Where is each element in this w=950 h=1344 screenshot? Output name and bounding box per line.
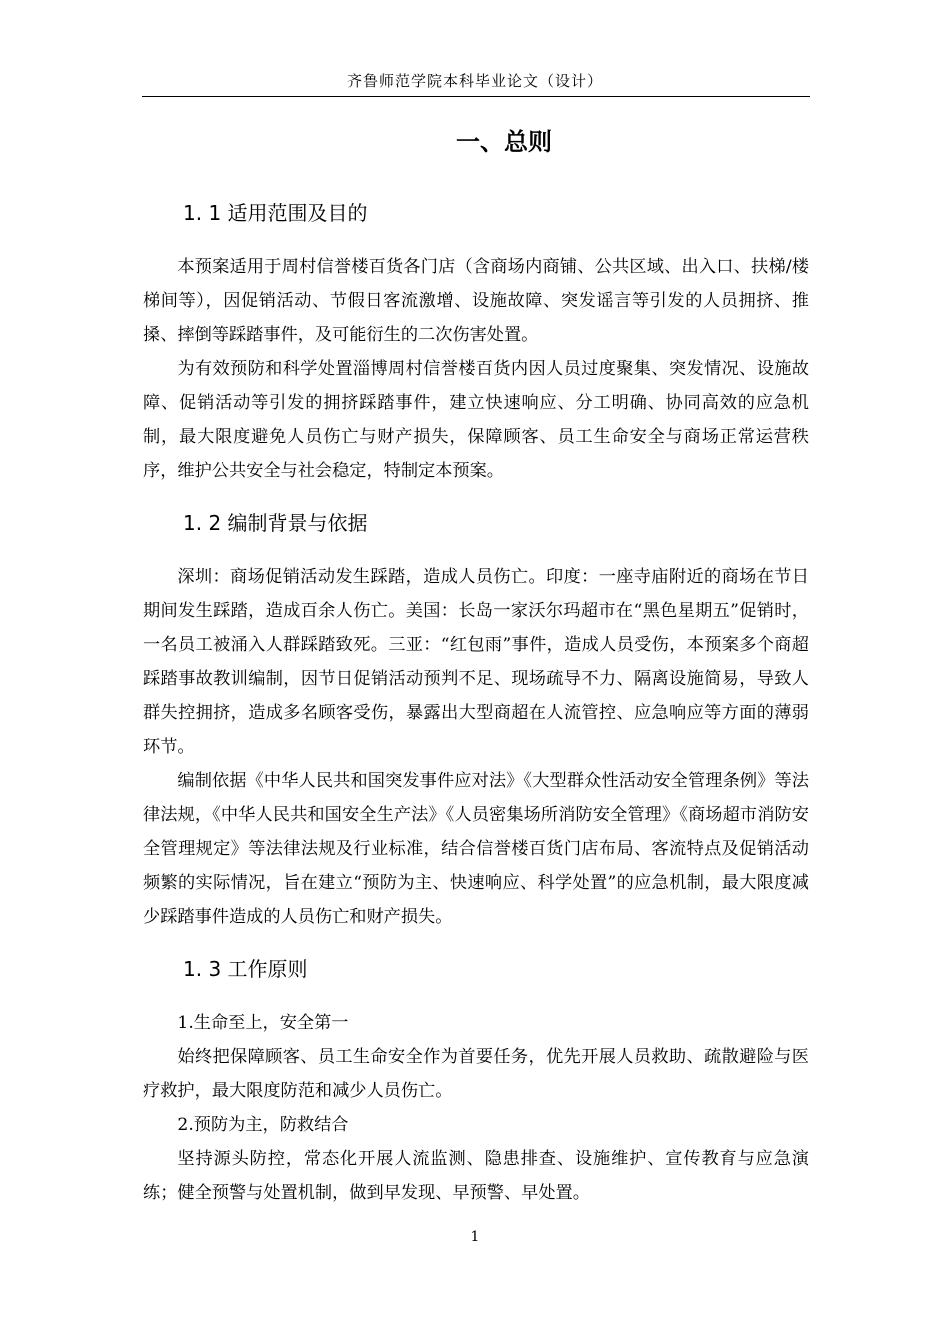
section-principles bbox=[143, 954, 809, 1210]
paragraph: 为有效预防和科学处置淄博周村信誉楼百货内因人员过度聚集、突发情况、设施故障、促销活动等引发的拥挤踩踏事件，建立快速响应、分工明确、协同高效的应急机制，最大限度避免人员伤亡与财产损失，保障顾客、员工生命安全与商场正常运营秩序，维护公共安全与社会稳定，特制定本预案。 bbox=[143, 359, 809, 481]
section-scope bbox=[143, 198, 809, 488]
running-header: 齐鲁师范学院本科毕业论文（设计） bbox=[346, 72, 603, 90]
paragraph: 本预案适用于周村信誉楼百货各门店（含商场内商铺、公共区域、出入口、扶梯/楼梯间等），因促销活动、节假日客流激增、设施故障、突发谣言等引发的人员拥挤、推搡、摔倒等踩踏事件，及可能衍生的二次伤害处置。 bbox=[143, 257, 809, 345]
page-number: 1 bbox=[470, 1229, 480, 1245]
principle-heading: 1.生命至上，安全第一 bbox=[177, 1013, 349, 1033]
paragraph: 深圳：商场促销活动发生踩踏，造成人员伤亡。印度：一座寺庙附近的商场在节日期间发生踩踏，造成百余人伤亡。美国：长岛一家沃尔玛超市在“黑色星期五”促销时，一名员工被涌入人群踩踏致死。三亚：“红包雨”事件，造成人员受伤，本预案多个商超踩踏事故教训编制，因节日促销活动预判不足、现场疏导不力、隔离设施简易，导致人群失控拥挤，造成多名顾客受伤，暴露出大型商超在人流管控、应急响应等方面的薄弱环节。 bbox=[143, 567, 809, 757]
paragraph: 编制依据《中华人民共和国突发事件应对法》《大型群众性活动安全管理条例》等法律法规，《中华人民共和国安全生产法》《人员密集场所消防安全管理》《商场超市消防安全管理规定》等法律法规及行业标准，结合信誉楼百货门店布局、客流特点及促销活动频繁的实际情况，旨在建立“预防为主、快速响应、科学处置”的应急机制，最大限度减少踩踏事件造成的人员伤亡和财产损失。 bbox=[143, 771, 809, 927]
section-title: 1. 1 适用范围及目的 bbox=[183, 201, 368, 225]
header-rule bbox=[142, 96, 810, 97]
section-title: 1. 3 工作原则 bbox=[183, 957, 308, 981]
section-title: 1. 2 编制背景与依据 bbox=[183, 511, 368, 535]
page-content bbox=[143, 124, 809, 1230]
paragraph: 坚持源头防控，常态化开展人流监测、隐患排查、设施维护、宣传教育与应急演练；健全预警与处置机制，做到早发现、早预警、早处置。 bbox=[143, 1149, 809, 1203]
paragraph: 始终把保障顾客、员工生命安全作为首要任务，优先开展人员救助、疏散避险与医疗救护，最大限度防范和减少人员伤亡。 bbox=[143, 1047, 809, 1101]
chapter-title: 一、总则 bbox=[456, 128, 552, 156]
section-background bbox=[143, 508, 809, 934]
principle-heading: 2.预防为主，防救结合 bbox=[177, 1115, 349, 1135]
